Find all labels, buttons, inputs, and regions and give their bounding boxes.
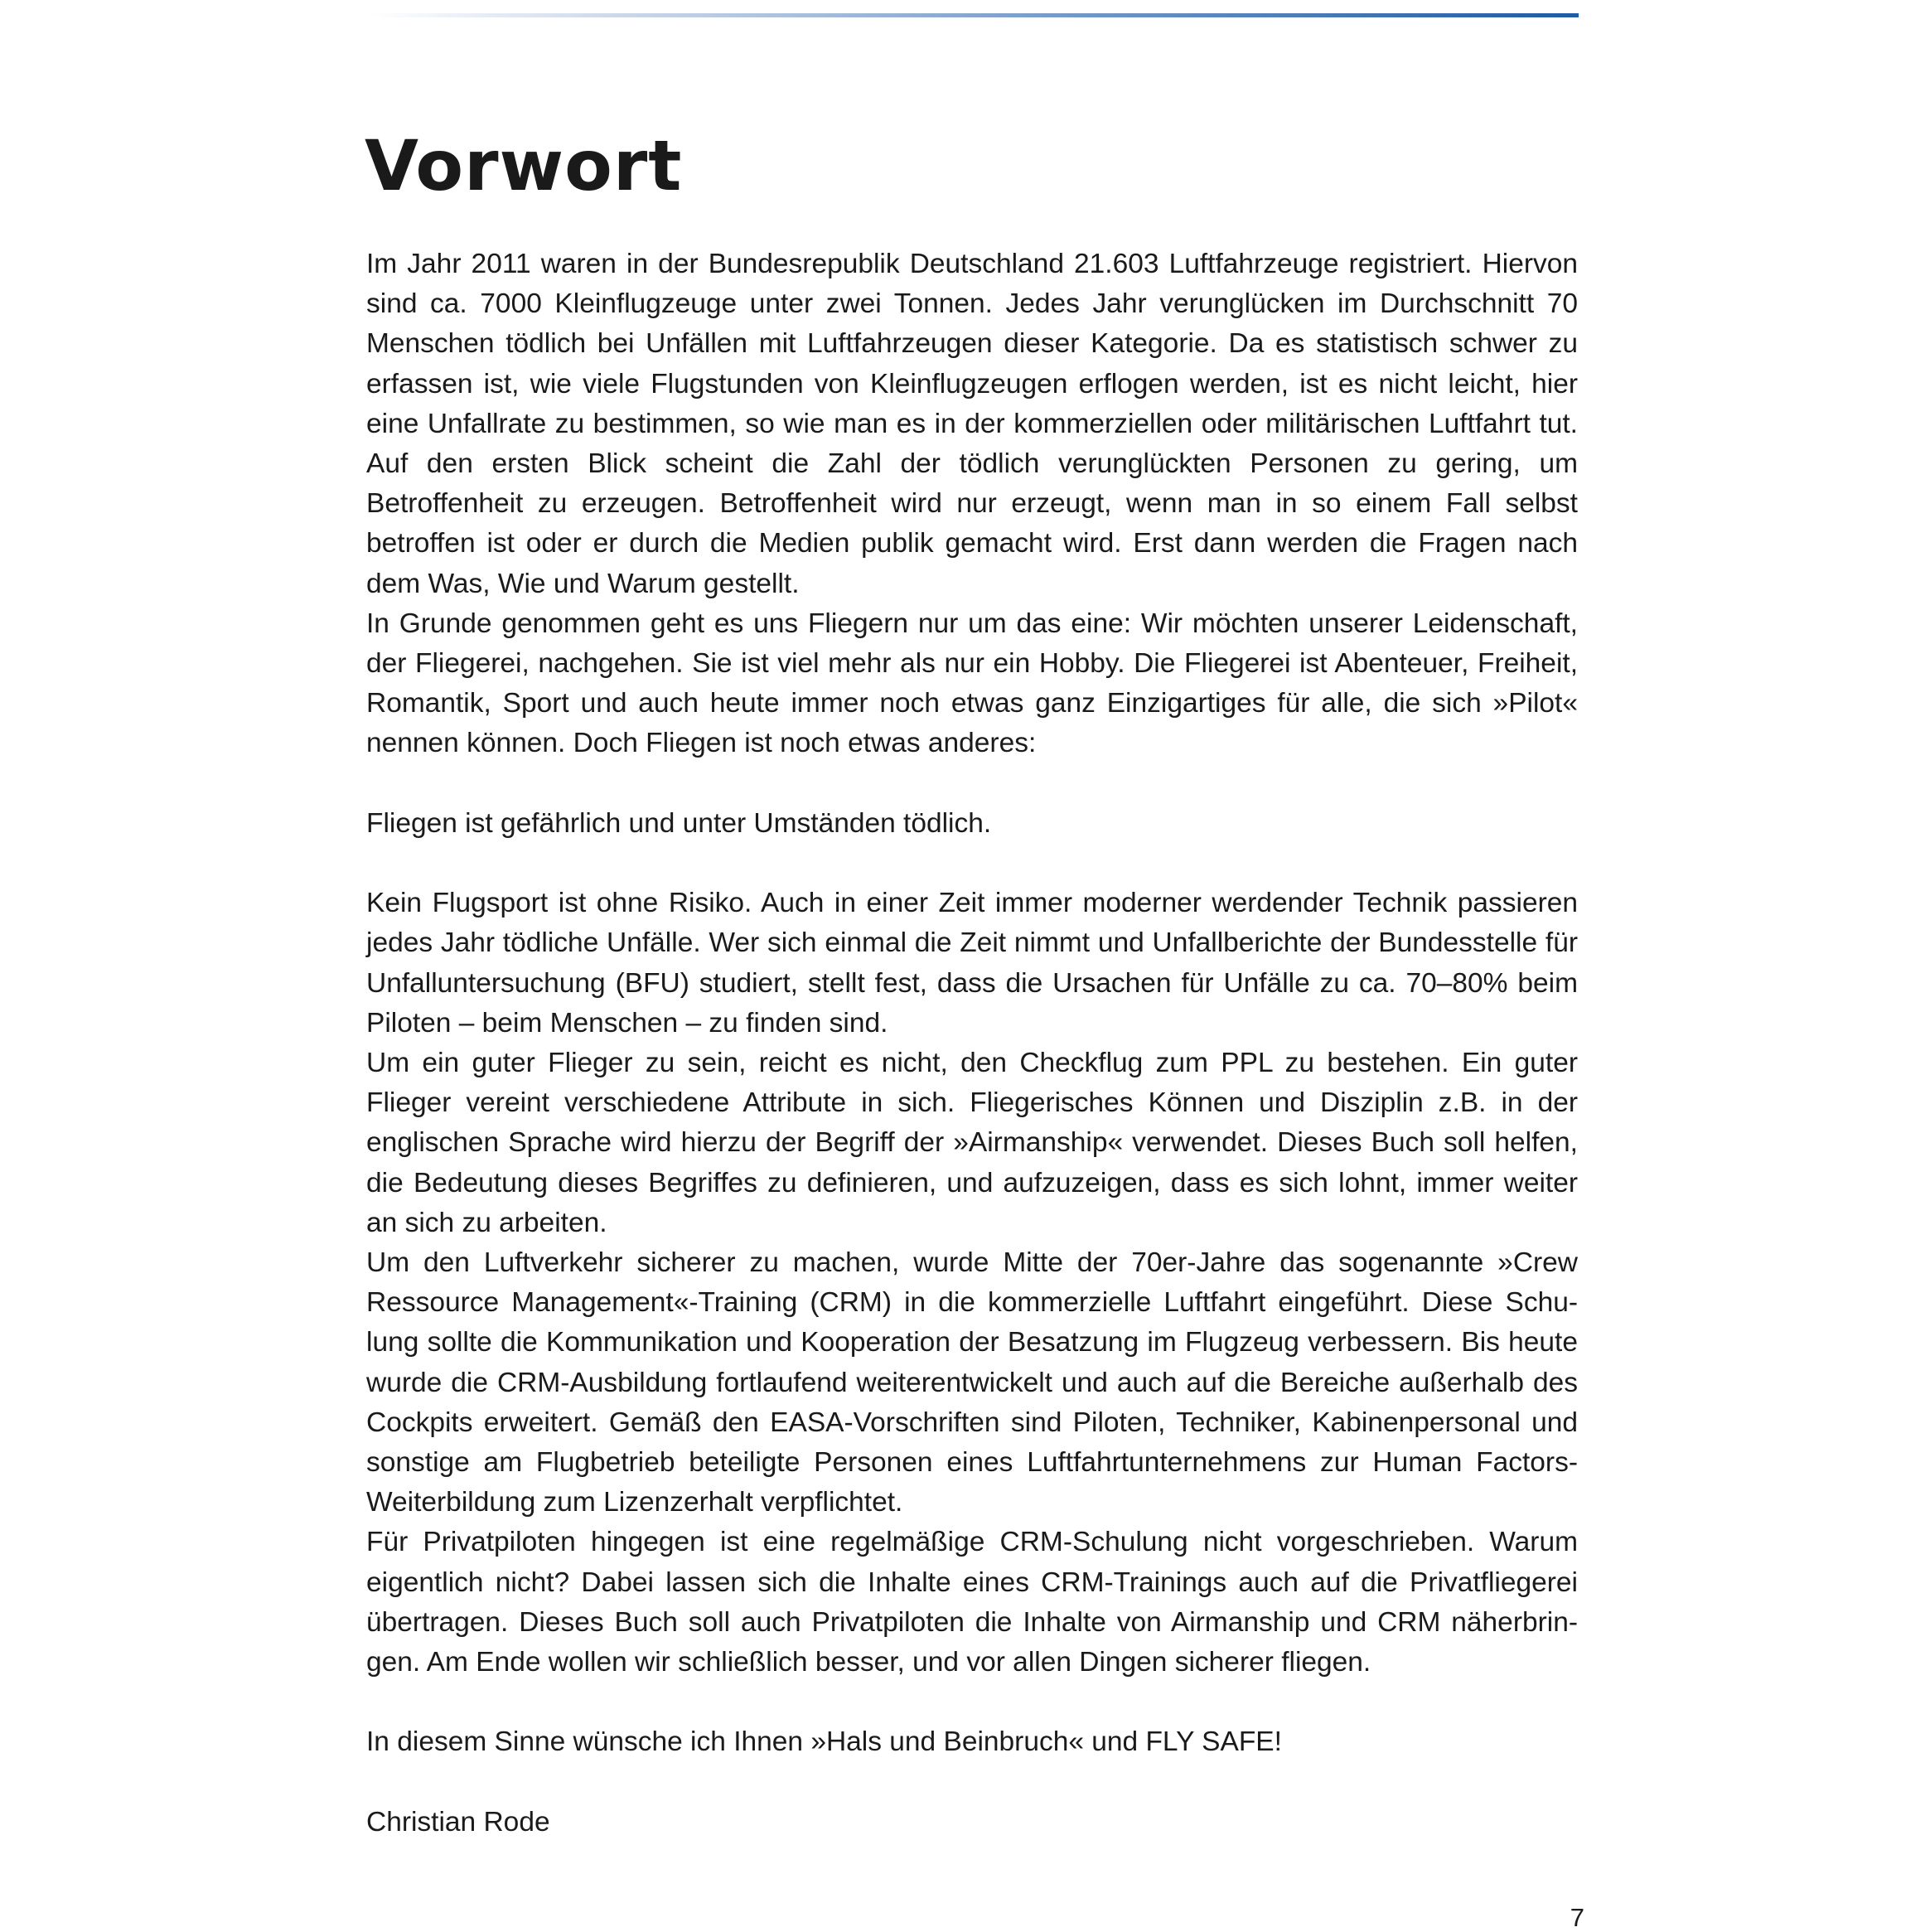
paragraph-closing: In diesem Sinne wünsche ich Ihnen »Hals und Beinbruch« und FLY SAFE! — [366, 1726, 1282, 1758]
paragraph-danger-statement: Fliegen ist gefährlich und unter Umständen tödlich. — [366, 807, 992, 839]
header-rule — [369, 13, 1579, 17]
page-title: Vorwort — [365, 125, 683, 206]
paragraph-passion: In Grunde genommen geht es uns Fliegern nur um das eine: Wir möchten unserer Leidenschaft, der Fliegerei, nachgehen. Sie ist viel mehr als nur ein Hobby. Die Fliegerei ist Abenteuer, Freiheit, Romantik, Sport und auch heute immer noch etwas ganz Einzigartiges für alle, die sich »Pilot« nennen können. Doch Fliegen ist noch etwas anderes: — [366, 608, 1578, 759]
paragraph-intro: Im Jahr 2011 waren in der Bundesrepublik Deutschland 21.603 Luftfahrzeuge registriert. Hiervon sind ca. 7000 Kleinflugzeuge unter zwei Tonnen. Jedes Jahr verunglücken im Durchschnitt 70 Menschen tödlich bei Unfällen mit Luftfahrzeugen dieser Kategorie. Da es statistisch schwer zu erfassen ist, wie viele Flugstunden von Kleinflugzeugen erflogen werden, ist es nicht leicht, hier eine Unfallrate zu bestimmen, so wie man es in der kommerziellen oder militärischen Luftfahrt tut. Auf den ersten Blick scheint die Zahl der tödlich verunglückten Personen zu gering, um Betroffenheit zu erzeugen. Betroffenheit wird nur erzeugt, wenn man in so einem Fall selbst betroffen ist oder er durch die Medien publik gemacht wird. Erst dann werden die Fragen nach dem Was, Wie und Warum gestellt. — [366, 249, 1578, 599]
author-signature: Christian Rode — [366, 1806, 550, 1838]
paragraph-crm: Um den Luftverkehr sicherer zu machen, wurde Mitte der 70er-Jahre das sogenannte »Crew Ressource Management«-Training (CRM) in die kommerzielle Luftfahrt eingeführt. Diese Schulung sollte die Kommunikation und Kooperation der Besatzung im Flugzeug verbessern. Bis heute wurde die CRM-Ausbildung fortlaufend weiterentwickelt und auch auf die Bereiche außerhalb des Cockpits erweitert. Gemäß den EASA-Vorschriften sind Piloten, Techniker, Kabinenpersonal und sonstige am Flugbetrieb beteiligte Personen eines Luftfahrtunternehmens zur Human Factors-Weiterbildung zum Lizenzerhalt verpflichtet. — [366, 1247, 1578, 1518]
paragraph-private-pilots: Für Privatpiloten hingegen ist eine regelmäßige CRM-Schulung nicht vorgeschrieben. Warum eigentlich nicht? Dabei lassen sich die Inhalte eines CRM-Trainings auch auf die Privatfliegerei übertragen. Dieses Buch soll auch Privatpiloten die Inhalte von Airmanship und CRM näherbringen. Am Ende wollen wir schließlich besser, und vor allen Dingen sicherer fliegen. — [366, 1527, 1578, 1678]
paragraph-airmanship: Um ein guter Flieger zu sein, reicht es nicht, den Checkflug zum PPL zu bestehen. Ein guter Flieger vereint verschiedene Attribute in sich. Fliegerisches Können und Disziplin z.B. in der englischen Sprache wird hierzu der Begriff der »Airmanship« verwendet. Dieses Buch soll helfen, die Bedeutung dieses Begriffes zu definieren, und aufzuzeigen, dass es sich lohnt, immer weiter an sich zu arbeiten. — [366, 1048, 1578, 1238]
page-number: 7 — [1570, 1903, 1584, 1932]
body-text — [366, 245, 1578, 1842]
paragraph-risk: Kein Flugsport ist ohne Risiko. Auch in einer Zeit immer moderner werdender Technik passieren jedes Jahr tödliche Unfälle. Wer sich einmal die Zeit nimmt und Unfallberichte der Bundesstelle für Unfalluntersuchung (BFU) studiert, stellt fest, dass die Ursachen für Unfälle zu ca. 70–80% beim Piloten – beim Menschen – zu finden sind. — [366, 888, 1578, 1039]
